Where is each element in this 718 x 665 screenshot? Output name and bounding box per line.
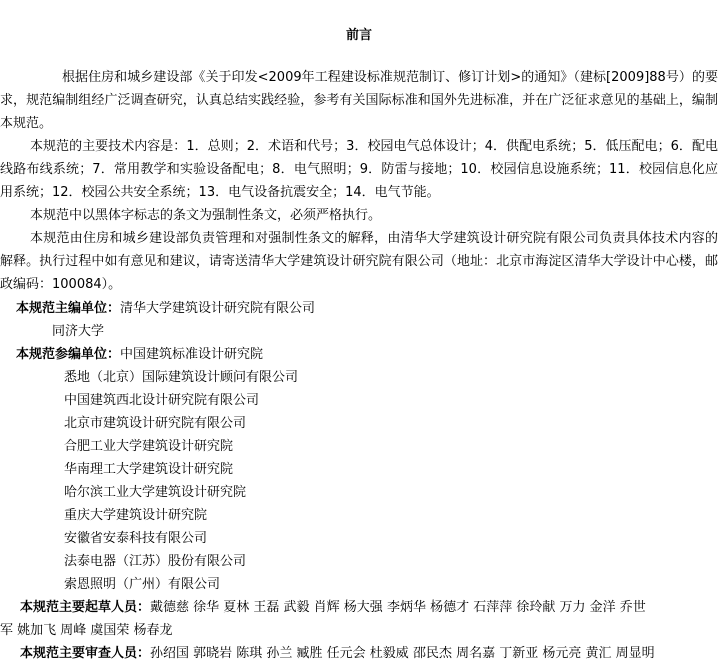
paragraph-basis: 根据住房和城乡建设部《关于印发<2009年工程建设标准规范制订、修订计划>的通知》（建标[2009]88号）的要求，规范编制组经广泛调查研究，认真总结实践经验，参考有关国际标准和国外先进标准，并在广泛征求意见的基础上，编制本规范。 (0, 70, 718, 131)
paragraph-mandatory: 本规范中以黑体字标志的条文为强制性条文，必须严格执行。 (30, 208, 382, 223)
reviewers-row (20, 642, 655, 665)
reviewers-label: 本规范主要审查人员： (20, 646, 151, 661)
participant-unit: 法泰电器（江苏）股份有限公司 (64, 554, 247, 569)
reviewers-names: 孙绍国 郭晓岩 陈琪 孙兰 臧胜 任元会 杜毅威 邵民杰 周名嘉 丁新亚 杨元亮 黄汇 周显明 (150, 646, 655, 661)
participant-label: 本规范参编单位： (16, 347, 121, 362)
page-title: 前言 (345, 28, 372, 43)
participant-row (16, 343, 263, 366)
participant-unit: 中国建筑西北设计研究院有限公司 (64, 393, 260, 408)
participant-unit: 悉地（北京）国际建筑设计顾问有限公司 (64, 370, 299, 385)
paragraph-management: 本规范由住房和城乡建设部负责管理和对强制性条文的解释，由清华大学建筑设计研究院有限公司负责具体技术内容的解释。执行过程中如有意见和建议，请寄送清华大学建筑设计研究院有限公司（地址：北京市海淀区清华大学设计中心楼，邮政编码：100084）。 (0, 231, 718, 292)
drafters-label: 本规范主要起草人员： (20, 600, 151, 615)
participant-unit: 重庆大学建筑设计研究院 (64, 508, 208, 523)
participant-unit: 中国建筑标准设计研究院 (120, 347, 264, 362)
chief-editor-unit: 同济大学 (52, 324, 105, 339)
drafters-names-continued: 军 姚加飞 周峰 虞国荣 杨春龙 (0, 623, 173, 638)
participant-unit: 北京市建筑设计研究院有限公司 (64, 416, 247, 431)
drafters-row (20, 596, 646, 619)
chief-editor-unit: 清华大学建筑设计研究院有限公司 (120, 301, 316, 316)
participant-unit: 哈尔滨工业大学建筑设计研究院 (64, 485, 247, 500)
participant-unit: 华南理工大学建筑设计研究院 (64, 462, 234, 477)
chief-editor-label: 本规范主编单位： (16, 301, 121, 316)
participant-unit: 索恩照明（广州）有限公司 (64, 577, 221, 592)
participant-unit: 合肥工业大学建筑设计研究院 (64, 439, 234, 454)
drafters-names: 戴德慈 徐华 夏林 王磊 武毅 肖辉 杨大强 李炳华 杨德才 石萍萍 徐玲献 万力 金洋 乔世 (150, 600, 646, 615)
paragraph-main-content: 本规范的主要技术内容是：1．总则；2．术语和代号；3．校园电气总体设计；4．供配电系统；5．低压配电；6．配电线路布线系统；7．常用教学和实验设备配电；8．电气照明；9．防雷与接地；10．校园信息设施系统；11．校园信息化应用系统；12．校园公共安全系统；13．电气设备抗震安全；14．电气节能。 (0, 139, 718, 200)
participant-unit: 安徽省安泰科技有限公司 (64, 531, 208, 546)
chief-editor-row (16, 297, 315, 320)
